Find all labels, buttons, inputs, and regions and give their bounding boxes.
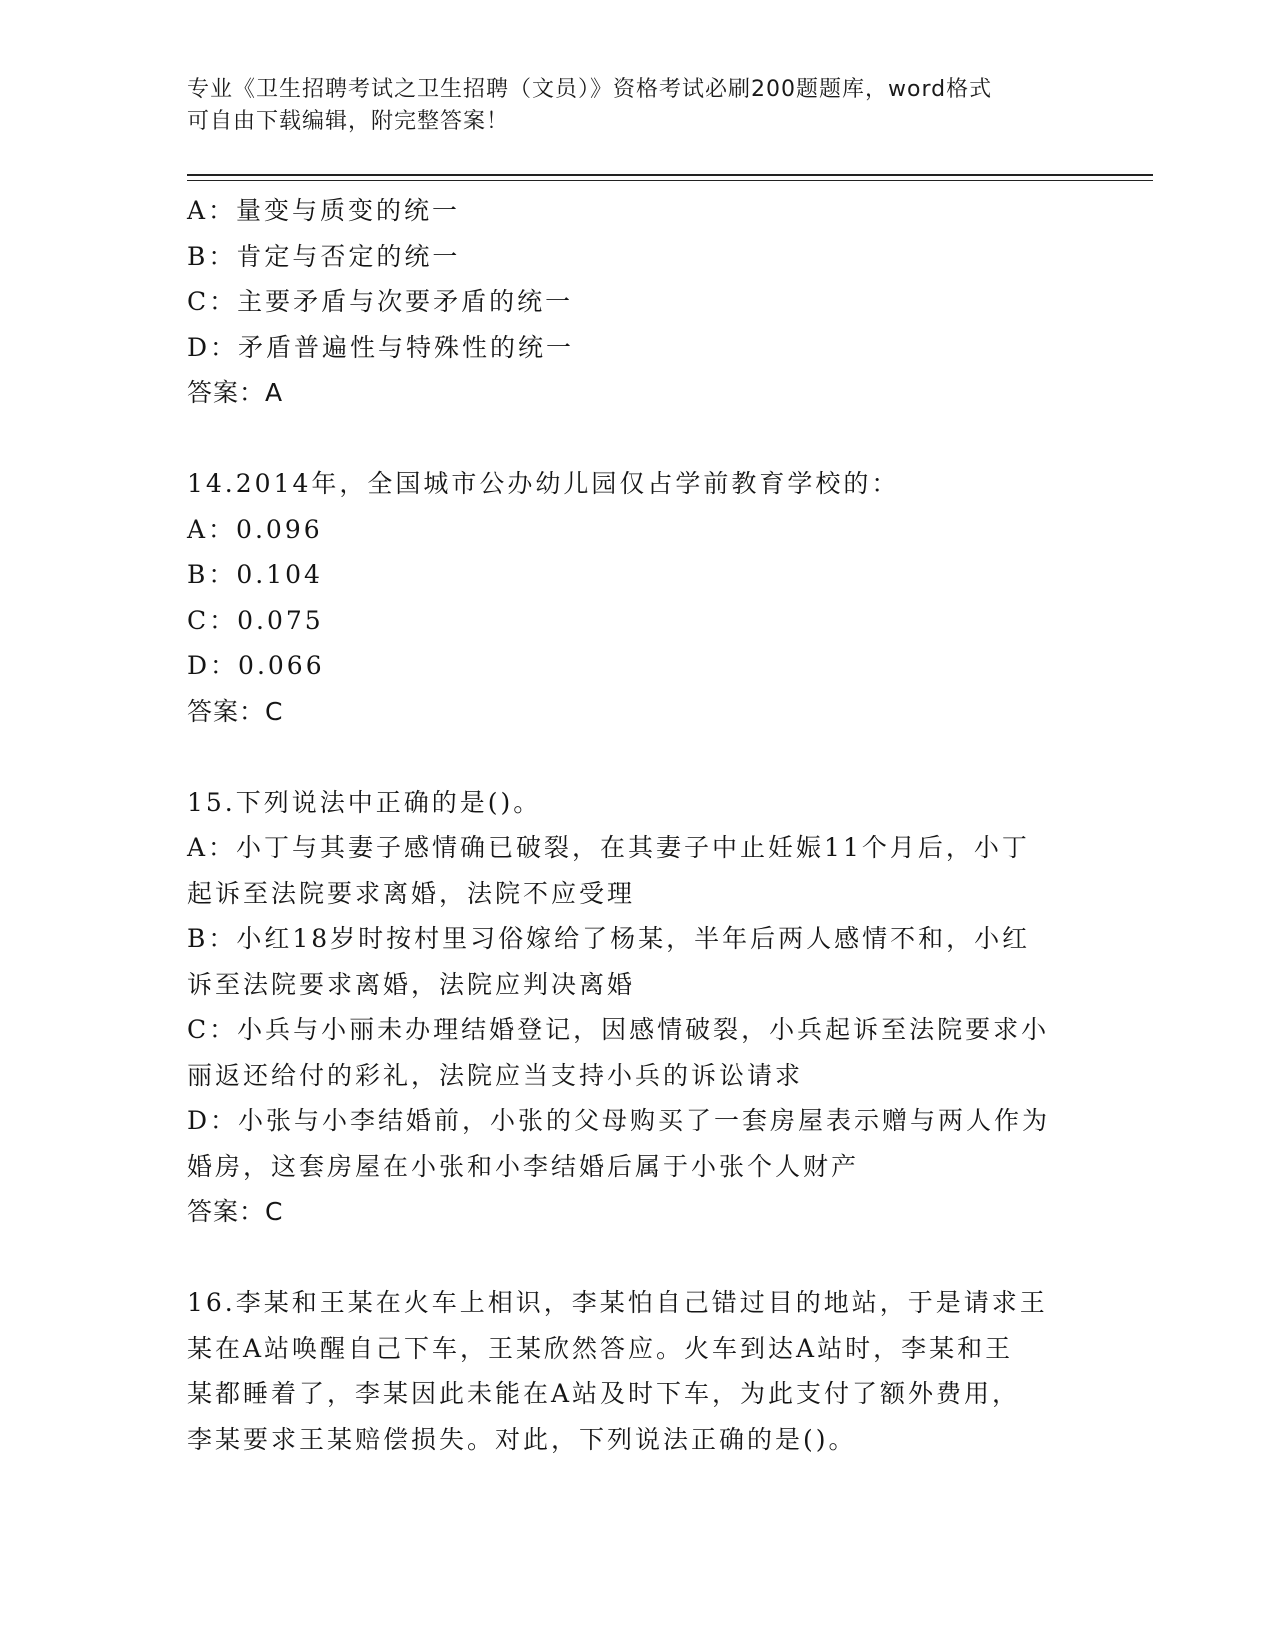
option-c: C：0.075 [187,605,324,635]
question-15 [187,780,1067,1235]
header-divider-thin [187,180,1153,181]
question-16 [187,1280,1067,1462]
question-stem-line-1: 16.李某和王某在火车上相识，李某怕自己错过目的地站，于是请求王 [187,1288,1048,1317]
option-d-line-2: 婚房，这套房屋在小张和小李结婚后属于小张个人财产 [187,1151,860,1181]
option-a-line-1: A：小丁与其妻子感情确已破裂，在其妻子中止妊娠11个月后，小丁 [187,833,1030,862]
option-a: A：0.096 [187,514,323,544]
spacer [187,416,1067,462]
question-stem: 15.下列说法中正确的是()。 [187,787,542,817]
option-b: B：肯定与否定的统一 [187,241,461,271]
answer: 答案：C [187,1197,284,1226]
question-stem-line-2: 某在A站唤醒自己下车，王某欣然答应。火车到达A站时，李某和王 [187,1333,1014,1363]
option-d-line-1: D：小张与小李结婚前，小张的父母购买了一套房屋表示赠与两人作为 [187,1106,1051,1135]
header-line-1: 专业《卫生招聘考试之卫生招聘（文员）》资格考试必刷200题题库，word格式 [187,77,993,102]
option-a-line-2: 起诉至法院要求离婚，法院不应受理 [187,878,636,908]
header-divider-thick [187,174,1153,176]
header-line-2: 可自由下载编辑，附完整答案！ [187,109,510,134]
question-stem-line-3: 某都睡着了，李某因此未能在A站及时下车，为此支付了额外费用， [187,1379,1021,1408]
document-header [187,74,1087,138]
option-b-line-2: 诉至法院要求离婚，法院应判决离婚 [187,969,636,999]
option-c-line-1: C：小兵与小丽未办理结婚登记，因感情破裂，小兵起诉至法院要求小 [187,1015,1050,1044]
option-c: C：主要矛盾与次要矛盾的统一 [187,287,574,316]
answer: 答案：A [187,378,284,407]
option-b-line-1: B：小红18岁时按村里习俗嫁给了杨某，半年后两人感情不和，小红 [187,924,1031,953]
option-c-line-2: 丽返还给付的彩礼，法院应当支持小兵的诉讼请求 [187,1060,804,1090]
question-13 [187,188,1067,416]
spacer [187,734,1067,780]
spacer [187,1235,1067,1281]
question-list [187,188,1067,1462]
option-a: A：量变与质变的统一 [187,196,461,225]
option-b: B：0.104 [187,560,323,589]
question-stem-line-4: 李某要求王某赔偿损失。对此，下列说法正确的是()。 [187,1424,857,1454]
answer: 答案：C [187,696,284,726]
option-d: D：矛盾普遍性与特殊性的统一 [187,332,575,362]
option-d: D：0.066 [187,651,325,680]
question-14 [187,461,1067,734]
question-stem: 14.2014年，全国城市公办幼儿园仅占学前教育学校的： [187,469,900,498]
